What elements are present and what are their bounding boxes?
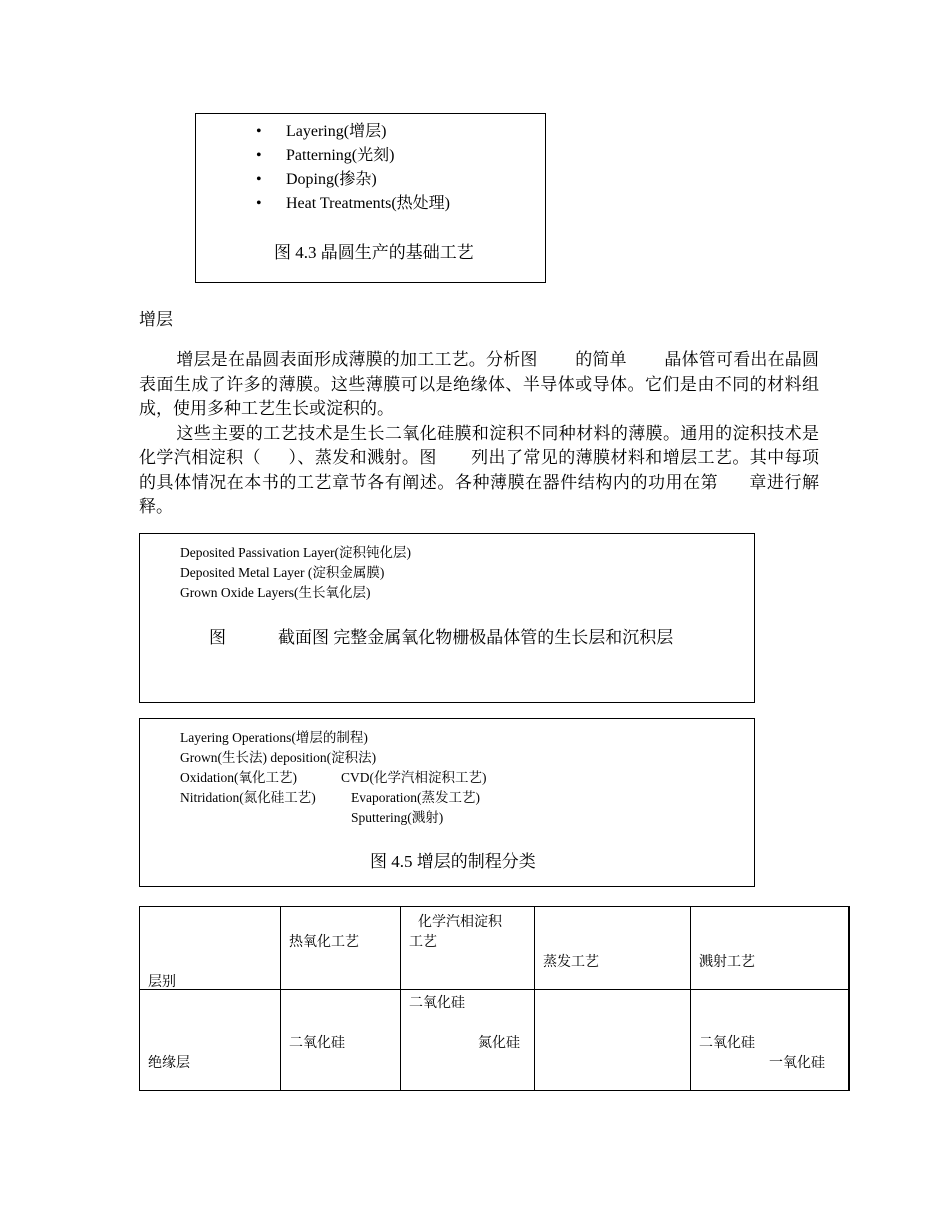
- paragraph-2: 这些主要的工艺技术是生长二氧化硅膜和淀积不同种材料的薄膜。通用的淀积技术是化学汽相淀积（ ）、蒸发和溅射。图 列出了常见的薄膜材料和增层工艺。其中每项的具体情况在本书的工艺章节各有阐述。各种薄膜在器件结构内的功用在第 章进行解释。: [139, 423, 820, 516]
- figure-4-4-caption: 截面图 完整金属氧化物栅极晶体管的生长层和沉积层: [278, 628, 674, 647]
- figure-4-5-caption: 图 4.5 增层的制程分类: [370, 852, 536, 871]
- table-cell: 绝缘层: [140, 990, 281, 1091]
- table-cell: 蒸发工艺: [535, 907, 691, 990]
- list-item: • Patterning(光刻): [256, 144, 450, 168]
- table-cell: 二氧化硅 氮化硅: [401, 990, 535, 1091]
- figure-4-4-caption-prefix: 图: [209, 628, 226, 647]
- cvd-label: CVD(化学汽相淀积工艺): [341, 770, 487, 785]
- table-cell: 溅射工艺: [691, 907, 850, 990]
- oxide-layer-label: Grown Oxide Layers(生长氧化层): [180, 585, 371, 600]
- figure-4-3-box: [195, 113, 546, 283]
- bullet-icon: •: [256, 195, 262, 212]
- list-item: • Layering(增层): [256, 120, 450, 144]
- table-row: [140, 907, 850, 990]
- passivation-layer-label: Deposited Passivation Layer(淀积钝化层): [180, 545, 411, 560]
- figure-4-3-caption: 图 4.3 晶圆生产的基础工艺: [274, 243, 474, 262]
- oxidation-label: Oxidation(氧化工艺): [180, 770, 297, 785]
- table-cell: 二氧化硅 一氧化硅: [691, 990, 850, 1091]
- grown-deposition-row: Grown(生长法) deposition(淀积法): [180, 750, 377, 765]
- sputtering-label: Sputtering(溅射): [351, 810, 444, 825]
- table-cell: 化学汽相淀积 工艺: [401, 907, 535, 990]
- table-row: [140, 990, 850, 1091]
- figure-4-5-box: [139, 718, 755, 887]
- table-cell: 层别: [140, 907, 281, 990]
- table-cell: [535, 990, 691, 1091]
- section-heading: 增层: [139, 310, 173, 329]
- bullet-icon: •: [256, 147, 262, 164]
- evaporation-label: Evaporation(蒸发工艺): [351, 790, 480, 805]
- body-text: [139, 348, 819, 520]
- nitridation-label: Nitridation(氮化硅工艺): [180, 790, 316, 805]
- layering-operations-title: Layering Operations(增层的制程): [180, 730, 368, 745]
- paragraph-1: 增层是在晶圆表面形成薄膜的加工工艺。分析图 的简单 晶体管可看出在晶圆表面生成了许多的薄膜。这些薄膜可以是绝缘体、半导体或导体。它们是由不同的材料组成，使用多种工艺生长或淀积的。: [139, 350, 820, 418]
- figure-4-4-box: [139, 533, 755, 703]
- metal-layer-label: Deposited Metal Layer (淀积金属膜): [180, 565, 385, 580]
- basic-process-list: [256, 120, 450, 216]
- bullet-icon: •: [256, 123, 262, 140]
- list-item: • Heat Treatments(热处理): [256, 192, 450, 216]
- bullet-icon: •: [256, 171, 262, 188]
- table-cell: 二氧化硅: [281, 990, 401, 1091]
- layer-process-table: [139, 906, 850, 1091]
- list-item: • Doping(掺杂): [256, 168, 450, 192]
- table-cell: 热氧化工艺: [281, 907, 401, 990]
